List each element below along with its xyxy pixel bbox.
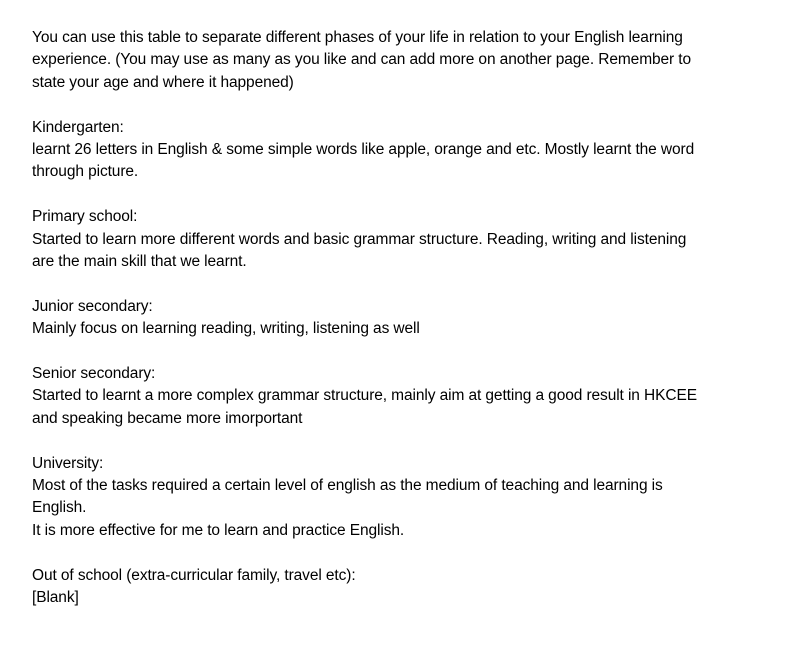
section-out-of-school	[32, 565, 782, 610]
document-body	[32, 27, 782, 609]
section-heading: Senior secondary:	[32, 365, 156, 383]
section-line: and speaking became more imorportant	[32, 409, 303, 427]
section-junior-secondary	[32, 296, 782, 341]
section-heading: Primary school:	[32, 208, 138, 226]
section-heading: Out of school (extra-curricular family, travel etc):	[32, 566, 356, 584]
section-line: [Blank]	[32, 589, 79, 607]
section-kindergarten	[32, 117, 782, 184]
section-line: Started to learnt a more complex grammar structure, mainly aim at getting a good result in HKCEE	[32, 387, 697, 405]
paragraph-gap	[32, 273, 782, 295]
paragraph-gap	[32, 542, 782, 564]
section-heading: Junior secondary:	[32, 297, 153, 315]
section-line: are the main skill that we learnt.	[32, 253, 247, 271]
section-line: Started to learn more different words and basic grammar structure. Reading, writing and listening	[32, 230, 687, 248]
section-line: English.	[32, 499, 87, 517]
section-primary-school	[32, 206, 782, 273]
paragraph-gap	[32, 341, 782, 363]
intro-line: experience. (You may use as many as you like and can add more on another page. Remember to	[32, 51, 692, 69]
intro-paragraph	[32, 27, 782, 94]
section-line: through picture.	[32, 163, 139, 181]
intro-line: state your age and where it happened)	[32, 73, 294, 91]
section-senior-secondary	[32, 363, 782, 430]
section-heading: University:	[32, 454, 104, 472]
paragraph-gap	[32, 94, 782, 116]
paragraph-gap	[32, 430, 782, 452]
section-line: learnt 26 letters in English & some simple words like apple, orange and etc. Mostly learnt the word	[32, 141, 695, 159]
intro-line: You can use this table to separate different phases of your life in relation to your English learning	[32, 29, 683, 46]
section-line: Most of the tasks required a certain level of english as the medium of teaching and learning is	[32, 477, 663, 495]
section-line: It is more effective for me to learn and practice English.	[32, 521, 405, 539]
paragraph-gap	[32, 184, 782, 206]
section-university	[32, 453, 782, 543]
section-line: Mainly focus on learning reading, writing, listening as well	[32, 320, 420, 338]
section-heading: Kindergarten:	[32, 118, 124, 136]
